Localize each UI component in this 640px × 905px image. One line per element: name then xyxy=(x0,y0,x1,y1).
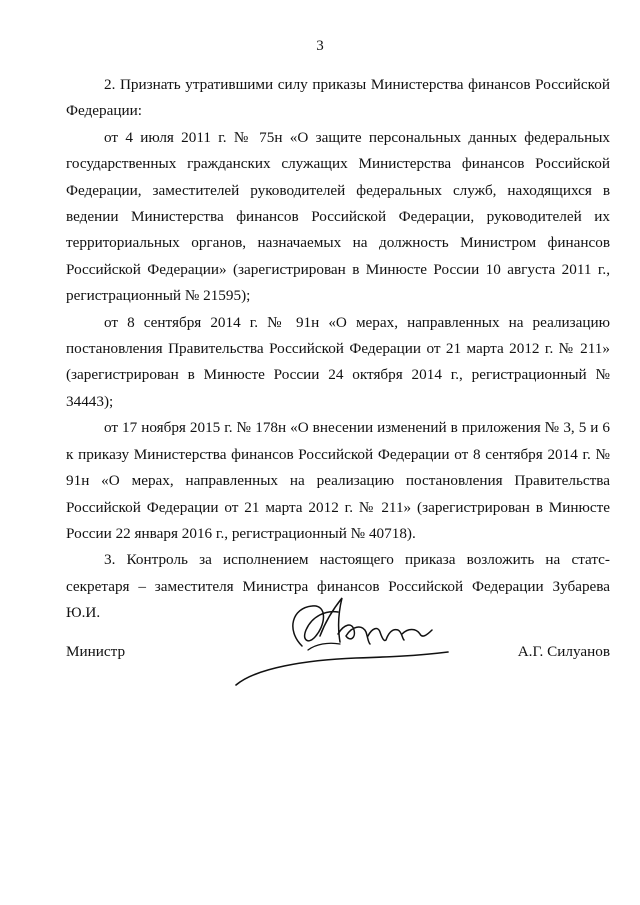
signatory-role: Министр xyxy=(66,643,126,660)
paragraph-order-2015: от 17 ноября 2015 г. № 178н «О внесении изменений в приложения № 3, 5 и 6 к приказу Министерства финансов Российской Федерации от 8 сентября 2014 г. № 91н «О мерах, направленных на реализацию постановления Правительства Российской Федерации от 21 марта 2012 г. № 211» (зарегистрирован в Минюсте России 22 января 2016 г., регистрационный № 40718). xyxy=(66,419,610,542)
paragraph-order-2011: от 4 июля 2011 г. № 75н «О защите персональных данных федеральных государственных гражданских служащих Министерства финансов Российской Федерации, заместителей руководителей федеральных служб, находящихся в ведении Министерства финансов Российской Федерации, руководителей их территориальных органов, назначаемых на должность Министром финансов Российской Федерации» (зарегистрирован в Минюсте России 10 августа 2011 г., регистрационный № 21595); xyxy=(66,128,610,305)
signatory-name: А.Г. Силуанов xyxy=(517,643,610,660)
paragraph-item-3: 3. Контроль за исполнением настоящего приказа возложить на статс-секретаря – заместителя Министра финансов Российской Федерации Зубарева Ю.И. xyxy=(66,551,610,622)
handwritten-signature xyxy=(216,590,466,700)
paragraph-item-2: 2. Признать утратившими силу приказы Министерства финансов Российской Федерации: xyxy=(66,76,610,120)
document-body xyxy=(66,72,610,627)
paragraph-order-2014: от 8 сентября 2014 г. № 91н «О мерах, направленных на реализацию постановления Правительства Российской Федерации от 21 марта 2012 г. № 211» (зарегистрирован в Минюсте России 24 октября 2014 г., регистрационный № 34443); xyxy=(66,313,610,410)
page-number: 3 xyxy=(316,38,324,54)
signature-block xyxy=(66,590,610,710)
